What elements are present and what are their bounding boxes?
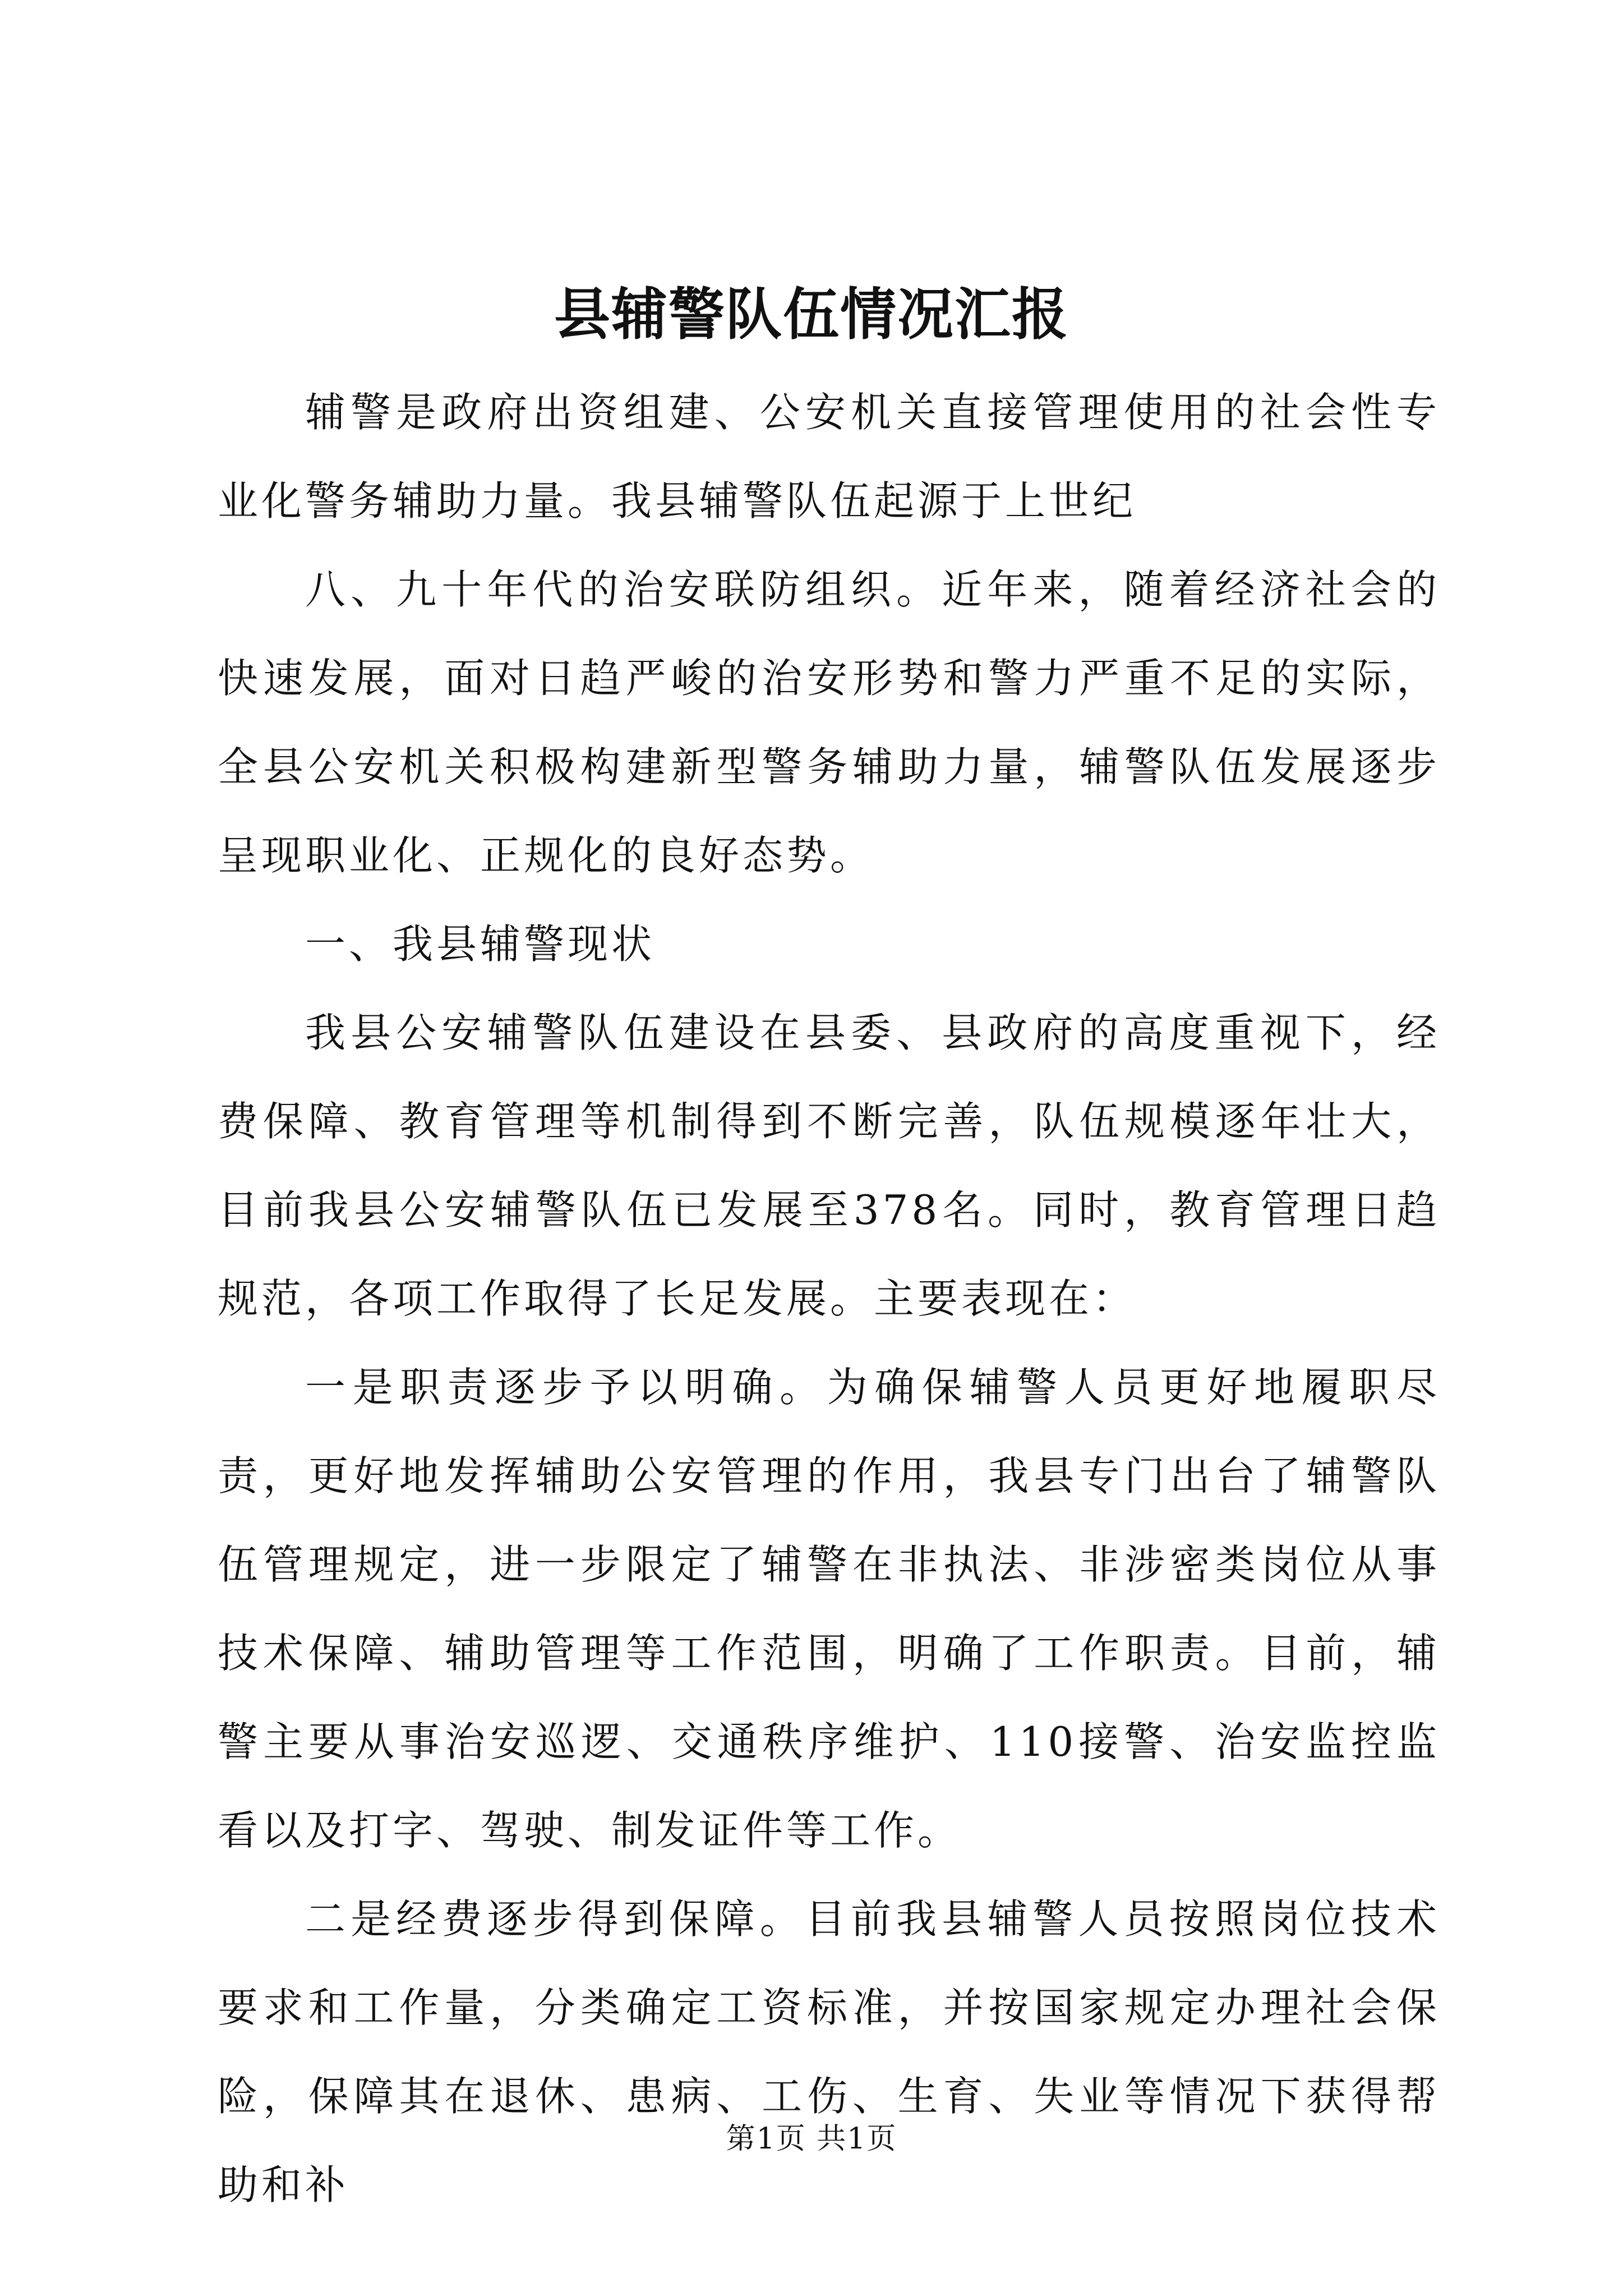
paragraph-background: 八、九十年代的治安联防组织。近年来，随着经济社会的快速发展，面对日趋严峻的治安形势和警力严重不足的实际，全县公安机关积极构建新型警务辅助力量，辅警队伍发展逐步呈现职业化、正规化的良好态势。 xyxy=(218,566,1440,879)
section-heading-status: 一、我县辅警现状 xyxy=(305,921,656,968)
paragraph-status: 我县公安辅警队伍建设在县委、县政府的高度重视下，经费保障、教育管理等机制得到不断完善，队伍规模逐年壮大，目前我县公安辅警队伍已发展至378名。同时，教育管理日趋规范，各项工作取得了长足发展。主要表现在： xyxy=(218,1009,1440,1322)
document-title: 县辅警队伍情况汇报 xyxy=(554,281,1069,347)
paragraph-duties: 一是职责逐步予以明确。为确保辅警人员更好地履职尽责，更好地发挥辅助公安管理的作用，我县专门出台了辅警队伍管理规定，进一步限定了辅警在非执法、非涉密类岗位从事技术保障、辅助管理等工作范围，明确了工作职责。目前，辅警主要从事治安巡逻、交通秩序维护、110接警、治安监控监看以及打字、驾驶、制发证件等工作。 xyxy=(218,1364,1440,1854)
page-footer: 第1页 共1页 xyxy=(726,2122,897,2156)
paragraph-funding: 二是经费逐步得到保障。目前我县辅警人员按照岗位技术要求和工作量，分类确定工资标准，并按国家规定办理社会保险，保障其在退休、患病、工伤、生育、失业等情况下获得帮助和补 xyxy=(218,1895,1440,2208)
paragraph-intro: 辅警是政府出资组建、公安机关直接管理使用的社会性专业化警务辅助力量。我县辅警队伍起源于上世纪 xyxy=(218,389,1440,524)
document-body xyxy=(218,368,1440,2229)
